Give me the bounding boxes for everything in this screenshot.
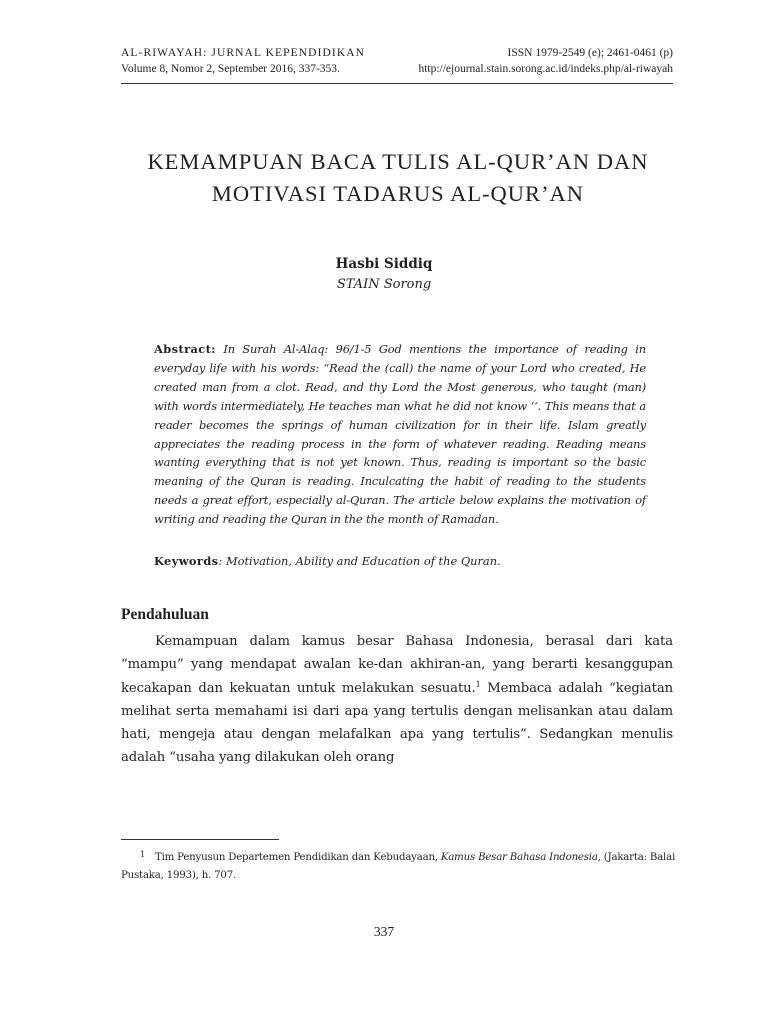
journal-url: http://ejournal.stain.sorong.ac.id/indeks.php/al-riwayah	[418, 63, 673, 75]
footnote-title: Kamus Besar Bahasa Indonesia,	[440, 852, 601, 863]
body-text-a: Kemampuan dalam kamus besar Bahasa Indonesia, berasal dari kata “mampu” yang mendapat awalan ke-dan akhiran-an, yang berarti kesanggupan kecakapan dan kekuatan untuk melakukan sesuatu.	[121, 634, 673, 696]
issn: ISSN 1979-2549 (e); 2461-0461 (p)	[507, 47, 673, 59]
keywords	[154, 554, 646, 568]
footnote-number: 1	[140, 850, 145, 859]
running-header-left	[121, 45, 365, 77]
abstract	[154, 340, 646, 529]
author-affiliation: STAIN Sorong	[336, 277, 432, 292]
article-title	[100, 146, 696, 210]
footnote-reference: 1	[475, 679, 481, 689]
keywords-text: : Motivation, Ability and Education of the Quran.	[218, 554, 501, 568]
footnote-text-b: (Jakarta: Balai Pustaka, 1993), h. 707.	[121, 852, 676, 881]
body-text-b: Membaca adalah “kegiatan melihat serta memahami isi dari apa yang tertulis dengan melisankan atau dalam hati, mengeja atau dengan melafalkan apa yang tertulis”. Sedangkan menulis adalah “usaha yang dilakukan oleh orang	[121, 680, 673, 766]
page-number: 337	[373, 924, 395, 939]
abstract-label: Abstract:	[154, 342, 216, 356]
header-rule	[121, 83, 673, 84]
journal-name: AL-RIWAYAH: JURNAL KEPENDIDIKAN	[121, 47, 366, 59]
section-heading: Pendahuluan	[121, 606, 209, 623]
title-line-1: KEMAMPUAN BACA TULIS AL-QUR’AN DAN	[147, 149, 649, 174]
footnote-text-a: Tim Penyusun Departemen Pendidikan dan Kebudayaan,	[155, 852, 441, 863]
body-paragraph	[121, 630, 673, 770]
abstract-text: In Surah Al-Alaq: 96/1-5 God mentions the importance of reading in everyday life with his words: “Read the (call) the name of your Lord who created, He created man from a clot. Read, and thy Lord the Most generous, who taught (man) with words intermediately, He teaches man what he did not know ‘‘. This means that a reader becomes the springs of human civilization for in their life. Islam greatly appreciates the reading process in the form of whatever reading. Reading means wanting everything that is not yet known. Thus, reading is important so the basic meaning of the Quran is reading. Inculcating the habit of reading to the students needs a great effort, especially al-Quran. The article below explains the motivation of writing and reading the Quran in the the month of Ramadan.	[154, 342, 646, 527]
footnote	[121, 846, 681, 885]
keywords-label: Keywords	[154, 554, 219, 568]
footnote-rule	[121, 839, 279, 840]
running-header-right	[418, 45, 673, 77]
volume-info: Volume 8, Nomor 2, September 2016, 337-353.	[121, 63, 340, 75]
title-line-2: MOTIVASI TADARUS AL-QUR’AN	[211, 181, 585, 206]
author-name: Hasbi Siddiq	[335, 256, 433, 272]
